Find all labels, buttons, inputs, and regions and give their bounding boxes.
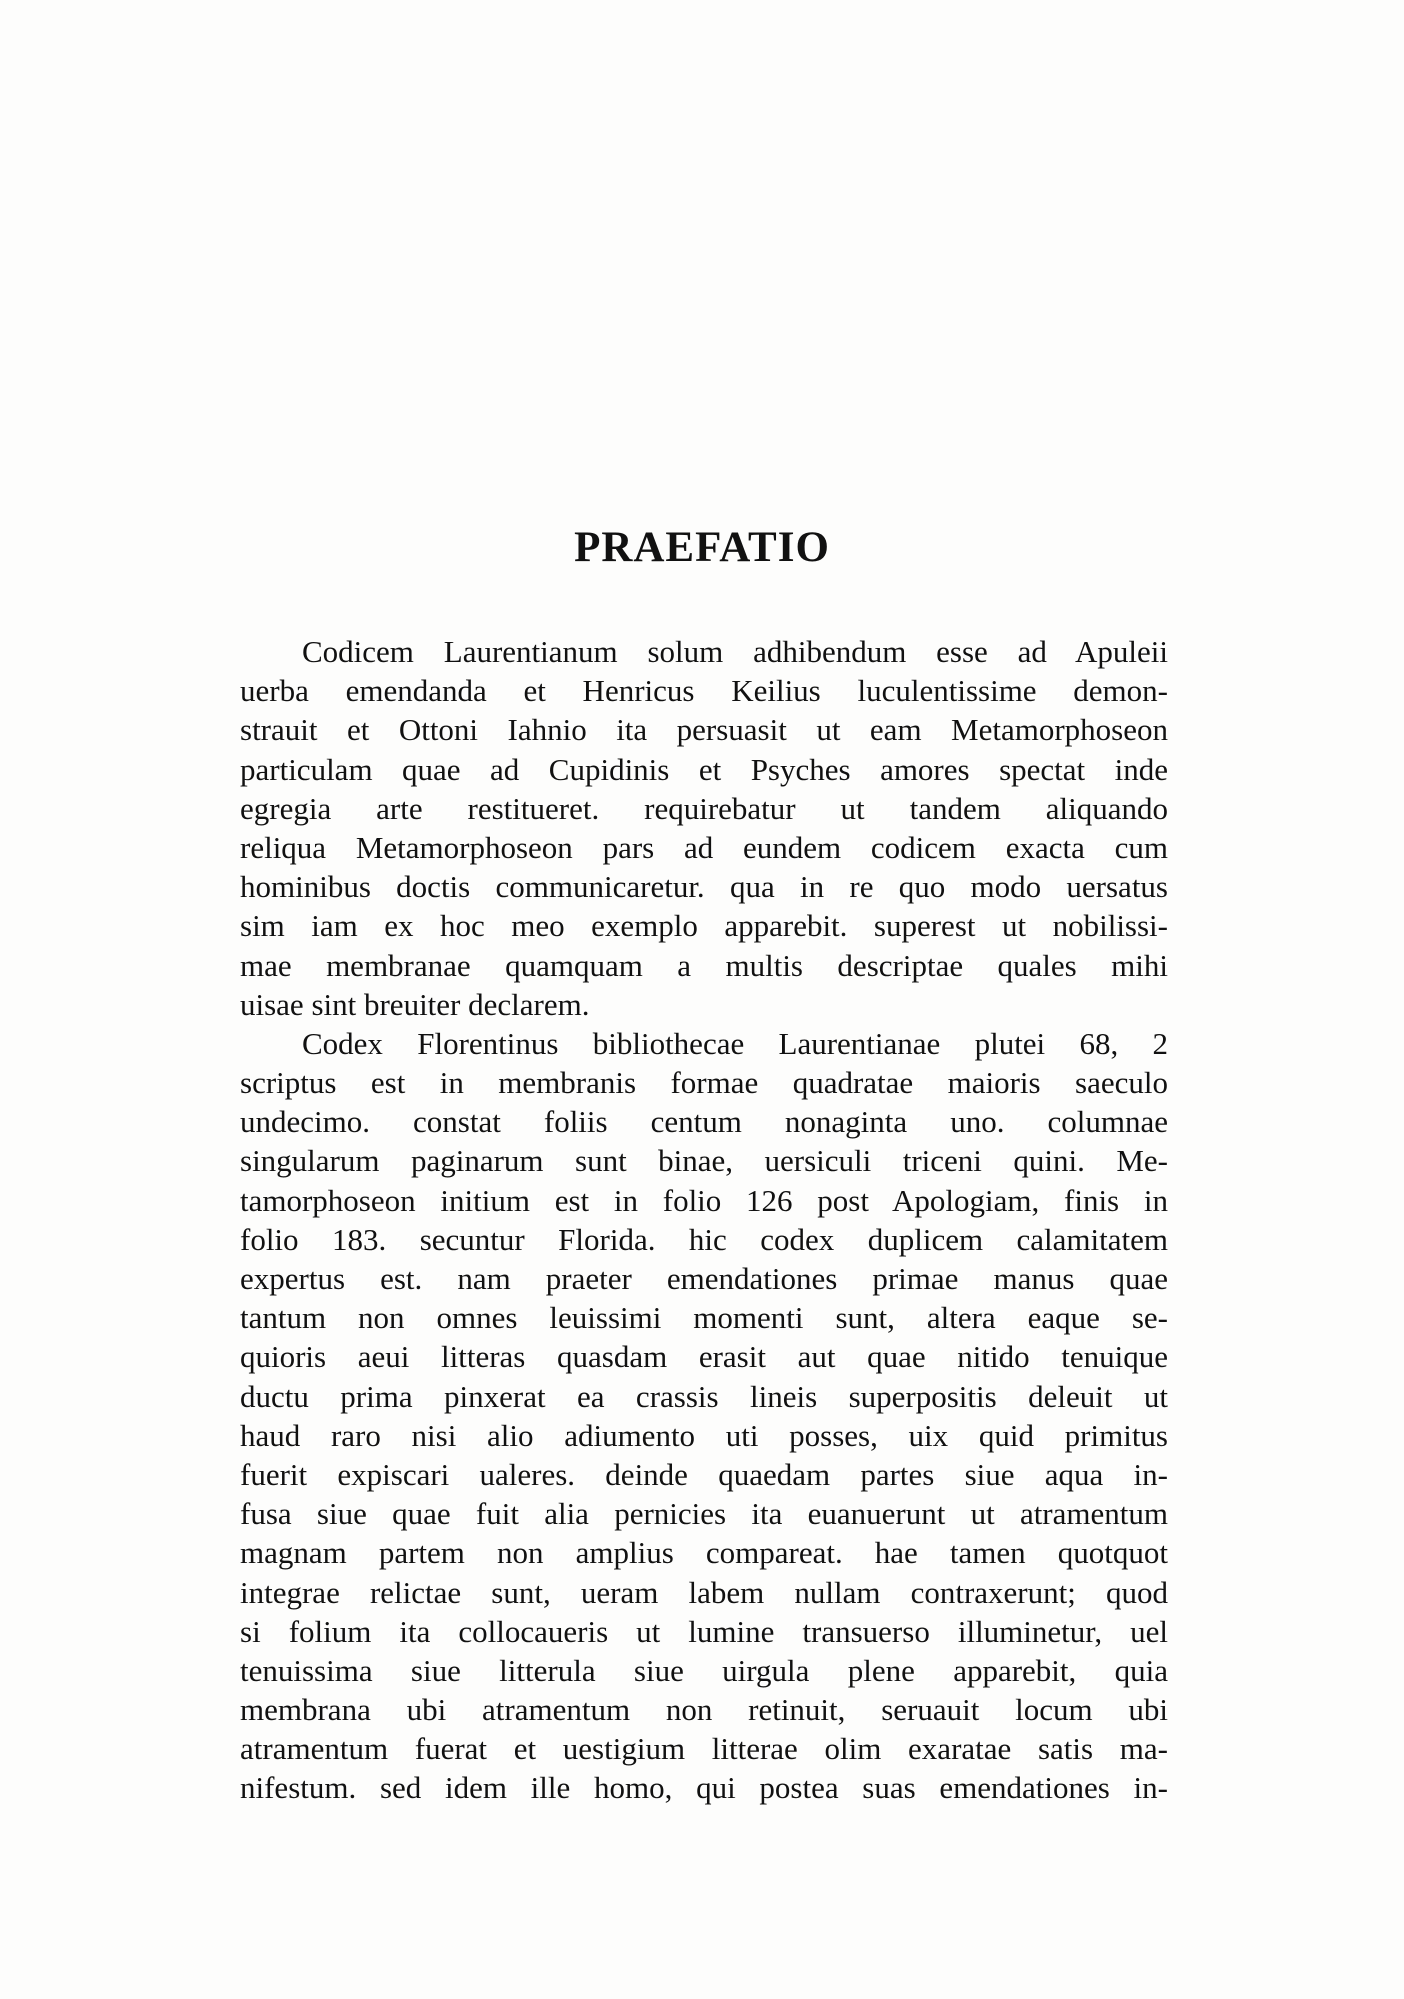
text-line: tenuissima siue litterula siue uirgula plene apparebit, quia (240, 1652, 1168, 1688)
text-line: folio 183. secuntur Florida. hic codex duplicem calamitatem (240, 1221, 1168, 1257)
text-line: expertus est. nam praeter emendationes primae manus quae (240, 1261, 1168, 1296)
text-line: mae membranae quamquam a multis descriptae quales mihi (240, 947, 1168, 983)
text-line: uerba emendanda et Henricus Keilius luculentissime demon- (240, 673, 1168, 709)
text-line: scriptus est in membranis formae quadratae maioris saeculo (240, 1065, 1168, 1101)
text-line: reliqua Metamorphoseon pars ad eundem codicem exacta cum (240, 829, 1168, 865)
text-line: egregia arte restitueret. requirebatur ut tandem aliquando (240, 790, 1168, 826)
text-line: magnam partem non amplius compareat. hae tamen quotquot (240, 1535, 1168, 1571)
text-line: Codicem Laurentianum solum adhibendum esse ad Apuleii (302, 634, 1168, 669)
text-line: hominibus doctis communicaretur. qua in re quo modo uersatus (240, 869, 1168, 905)
paragraph-2 (240, 1024, 1168, 1808)
text-line: si folium ita collocaueris ut lumine transuerso illuminetur, uel (240, 1613, 1168, 1649)
text-line: uisae sint breuiter declarem. (240, 986, 590, 1022)
text-line: quioris aeui litteras quasdam erasit aut quae nitido tenuique (240, 1339, 1168, 1375)
body-text (240, 632, 1168, 1808)
text-line: Codex Florentinus bibliothecae Laurentianae plutei 68, 2 (302, 1025, 1168, 1061)
text-line: tamorphoseon initium est in folio 126 post Apologiam, finis in (240, 1182, 1168, 1218)
page-title: PRAEFATIO (574, 523, 830, 571)
text-line: singularum paginarum sunt binae, uersiculi triceni quini. Me- (240, 1143, 1168, 1179)
text-line: particulam quae ad Cupidinis et Psyches amores spectat inde (240, 751, 1168, 787)
text-line: ductu prima pinxerat ea crassis lineis superpositis deleuit ut (240, 1378, 1168, 1414)
text-line: atramentum fuerat et uestigium litterae olim exaratae satis ma- (240, 1731, 1168, 1767)
text-line: fuerit expiscari ualeres. deinde quaedam partes siue aqua in- (240, 1456, 1168, 1492)
text-line: haud raro nisi alio adiumento uti posses, uix quid primitus (240, 1417, 1168, 1453)
text-line: membrana ubi atramentum non retinuit, seruauit locum ubi (240, 1692, 1168, 1728)
text-line: fusa siue quae fuit alia pernicies ita euanuerunt ut atramentum (240, 1496, 1168, 1532)
text-line: tantum non omnes leuissimi momenti sunt, altera eaque se- (240, 1300, 1168, 1336)
text-line: integrae relictae sunt, ueram labem nullam contraxerunt; quod (240, 1574, 1168, 1610)
text-line: strauit et Ottoni Iahnio ita persuasit ut eam Metamorphoseon (240, 712, 1168, 748)
text-line: undecimo. constat foliis centum nonaginta uno. columnae (240, 1104, 1168, 1140)
paragraph-1 (240, 632, 1168, 1024)
text-line: nifestum. sed idem ille homo, qui postea suas emendationes in- (240, 1770, 1168, 1806)
text-line: sim iam ex hoc meo exemplo apparebit. superest ut nobilissi- (240, 908, 1168, 944)
